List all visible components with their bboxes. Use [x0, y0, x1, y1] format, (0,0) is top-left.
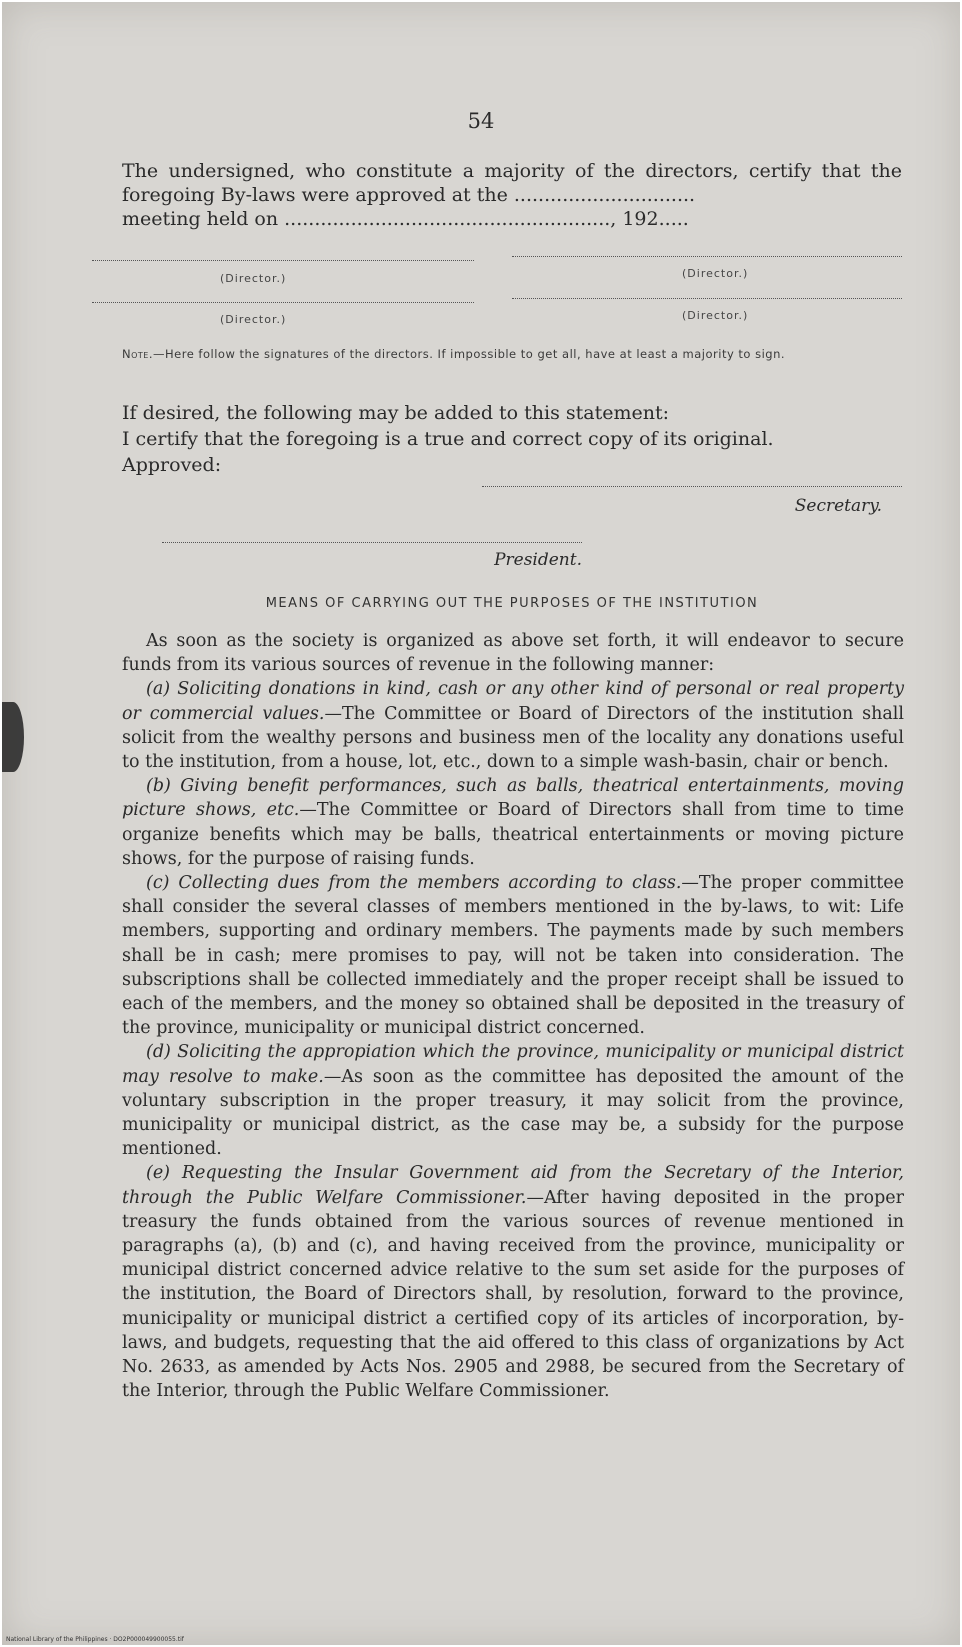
paragraph-c	[122, 871, 904, 1040]
paragraph-a-text: —The Committee or Board of Directors of the institution shall solicit from the wealthy persons and business men of the locality any donations useful to the institution, from a house, lot, etc., down to a simple wash-basin, chair or bench.	[122, 703, 904, 773]
paragraph-b	[122, 774, 904, 871]
desired-line-2: I certify that the foregoing is a true and correct copy of its original.	[122, 428, 774, 450]
certification-intro	[122, 159, 902, 231]
optional-statement	[122, 400, 902, 478]
intro-line-1: The undersigned, who constitute a majority of the directors, certify that the foregoing By-laws were approved at the ..............................	[122, 160, 902, 206]
paragraph-a-title: (a) Soliciting donations in kind, cash or any other kind of personal or real property or commercial values.	[122, 679, 904, 724]
scan-smudge	[2, 702, 24, 772]
paragraph-c-text: —The proper committee shall consider the several classes of members mentioned in the by-laws, to wit: Life members, supporting and ordinary members. The payments made by such members shall be in cash; mere promises to pay, will not be taken into consideration. The subscriptions shall be collected immediately and the proper receipt shall be issued to each of the members, and the money so obtained shall be deposited in the treasury of the province, municipality or municipal district concerned.	[122, 873, 904, 1039]
signature-line-4	[512, 298, 902, 299]
paragraph-d-title: (d) Soliciting the appropiation which the province, municipality or municipal district may resolve to make.	[122, 1042, 904, 1087]
desired-line-3: Approved:	[122, 454, 222, 476]
desired-line-1: If desired, the following may be added to this statement:	[122, 402, 670, 424]
paragraph-e-text: —After having deposited in the proper treasury the funds obtained from the various sources of revenue mentioned in paragraphs (a), (b) and (c), and having received from the province, municipality or municipal district concerned advice relative to the sum set aside for the purposes of the institution, the Board of Directors shall, by resolution, forward to the province, municipality or municipal district a certified copy of its articles of incorporation, by-laws, and budgets, requesting that the aid offered to this class of organizations by Act No. 2633, as amended by Acts Nos. 2905 and 2988, be secured from the Secretary of the Interior, through the Public Welfare Commissioner.	[122, 1187, 904, 1402]
secretary-signature-line	[482, 486, 902, 487]
intro-line-2: meeting held on ......................................................, 192.....	[122, 208, 689, 230]
page-number: 54	[467, 109, 495, 133]
director-label-4: (Director.)	[682, 309, 749, 322]
paragraph-c-title: (c) Collecting dues from the members according to class.	[146, 873, 682, 894]
president-label: President.	[494, 550, 582, 570]
document-page	[2, 2, 960, 1645]
paragraph-intro: As soon as the society is organized as above set forth, it will endeavor to secure funds from its various sources of revenue in the following manner:	[122, 631, 904, 676]
note-text: —Here follow the signatures of the directors. If impossible to get all, have at least a majority to sign.	[153, 347, 786, 361]
paragraph-e-title: (e) Requesting the Insular Government aid from the Secretary of the Interior, through the Public Welfare Commissioner.	[122, 1163, 904, 1208]
signature-line-2	[512, 256, 902, 257]
paragraph-b-title: (b) Giving benefit performances, such as balls, theatrical entertainments, moving picture shows, etc.	[122, 776, 904, 821]
section-heading: MEANS OF CARRYING OUT THE PURPOSES OF THE INSTITUTION	[265, 596, 759, 611]
note-label: Note.	[122, 347, 153, 361]
signature-line-1	[92, 260, 474, 261]
paragraph-a	[122, 677, 904, 774]
signature-line-3	[92, 302, 474, 303]
paragraph-e	[122, 1161, 904, 1403]
director-label-2: (Director.)	[682, 267, 749, 280]
paragraph-d-text: —As soon as the committee has deposited the amount of the voluntary subscription in the proper treasury, it may solicit from the province, municipality or municipal district, as the case may be, a subsidy for the purpose mentioned.	[122, 1066, 904, 1160]
paragraph-b-text: —The Committee or Board of Directors shall from time to time organize benefits which may be balls, theatrical entertainments or moving picture shows, for the purpose of raising funds.	[122, 800, 904, 869]
director-label-3: (Director.)	[220, 313, 287, 326]
director-label-1: (Director.)	[220, 272, 287, 285]
scan-footer: National Library of the Philippines · DO2P000049900055.tif	[6, 1636, 184, 1643]
note	[122, 345, 902, 364]
president-signature-line	[162, 542, 582, 543]
paragraph-d	[122, 1040, 904, 1161]
section-body	[122, 629, 904, 1404]
secretary-label: Secretary.	[794, 496, 882, 516]
